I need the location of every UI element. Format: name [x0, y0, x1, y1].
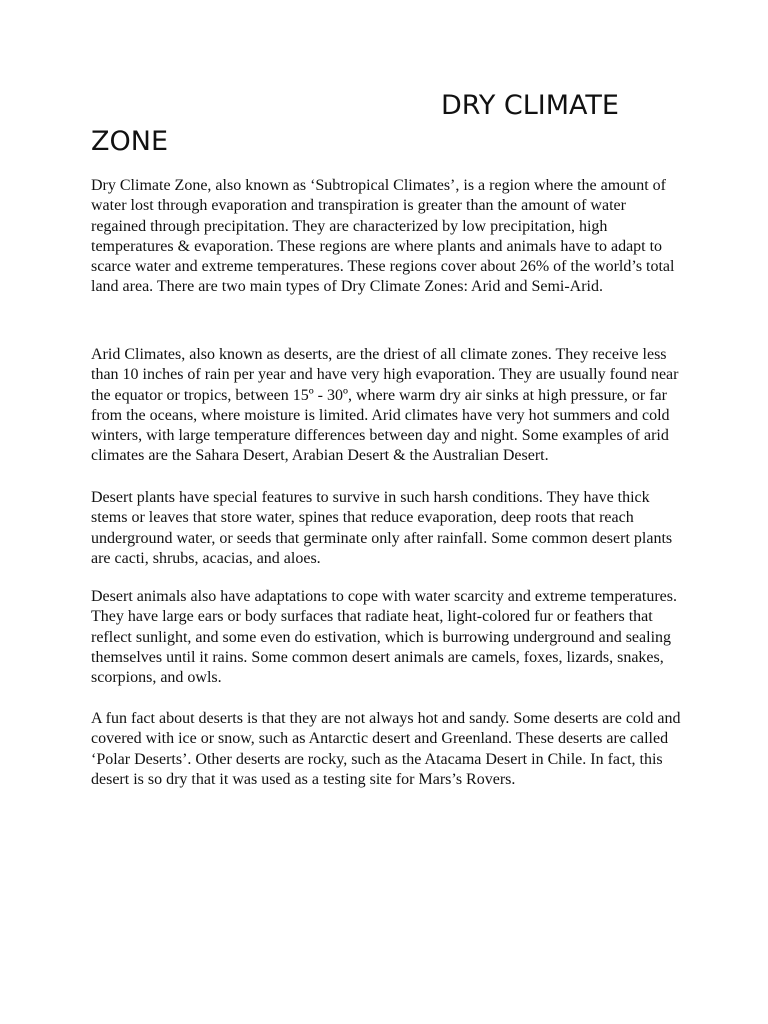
paragraph-intro: Dry Climate Zone, also known as ‘Subtropical Climates’, is a region where the amount of water lost through evaporation and transpiration is greater than the amount of water regained through precipitation. They are characterized by low precipitation, high temperatures & evaporation. These regions are where plants and animals have to adapt to scarce water and extreme temperatures. These regions cover about 26% of the world’s total land area. There are two main types of Dry Climate Zones: Arid and Semi-Arid. [91, 177, 675, 296]
page-title: DRY CLIMATE ZONE [91, 90, 619, 157]
paragraph-fun-fact: A fun fact about deserts is that they are not always hot and sandy. Some deserts are cold and covered with ice or snow, such as Antarctic desert and Greenland. These deserts are called ‘Polar Deserts’. Other deserts are rocky, such as the Atacama Desert in Chile. In fact, this desert is so dry that it was used as a testing site for Mars’s Rovers. [91, 710, 681, 788]
paragraph-desert-plants: Desert plants have special features to survive in such harsh conditions. They have thick stems or leaves that store water, spines that reduce evaporation, deep roots that reach underground water, or seeds that germinate only after rainfall. Some common desert plants are cacti, shrubs, acacias, and aloes. [91, 489, 673, 567]
paragraph-desert-animals: Desert animals also have adaptations to cope with water scarcity and extreme temperatures. They have large ears or body surfaces that radiate heat, light-colored fur or feathers that reflect sunlight, and some even do estivation, which is burrowing underground and sealing themselves until it rains. Some common desert animals are camels, foxes, lizards, snakes, scorpions, and owls. [91, 588, 677, 687]
paragraph-arid-climates: Arid Climates, also known as deserts, are the driest of all climate zones. They receive less than 10 inches of rain per year and have very high evaporation. They are usually found near the equator or tropics, between 15º - 30º, where warm dry air sinks at high pressure, or far from the oceans, where moisture is limited. Arid climates have very hot summers and cold winters, with large temperature differences between day and night. Some examples of arid climates are the Sahara Desert, Arabian Desert & the Australian Desert. [91, 346, 679, 465]
